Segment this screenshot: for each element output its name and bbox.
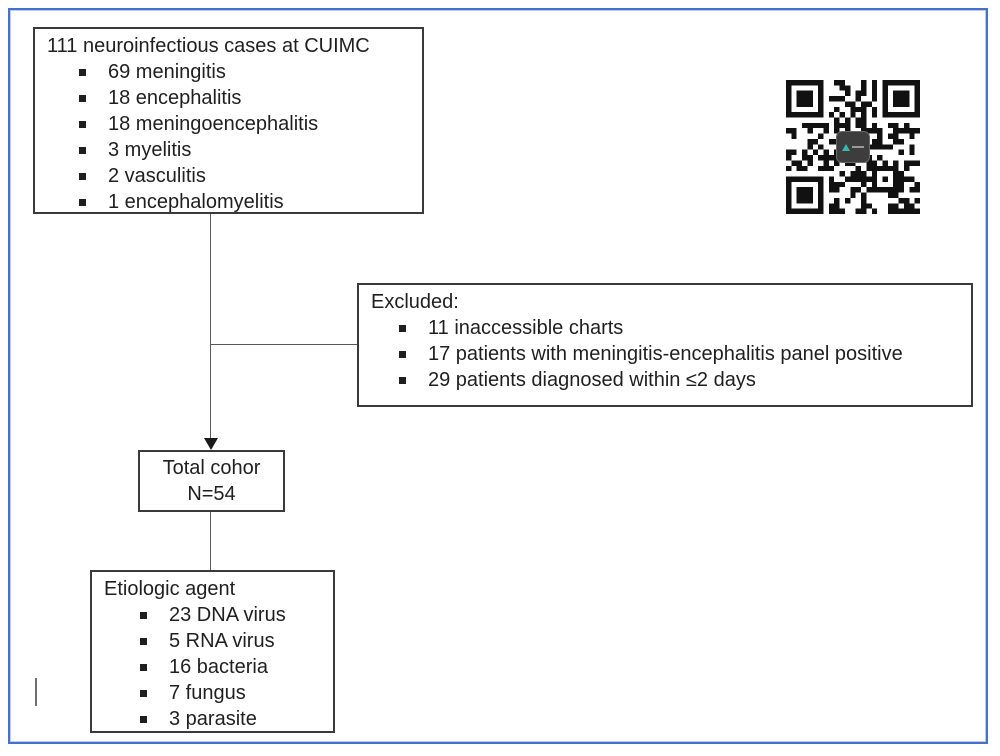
etiologic-box-list	[92, 602, 333, 732]
qr-code	[786, 80, 920, 214]
bullet-icon	[79, 199, 86, 206]
list-item-text: 17 patients with meningitis-encephalitis panel positive	[428, 343, 903, 365]
cases-box-list	[35, 59, 422, 215]
excluded-box-title: Excluded:	[371, 291, 459, 313]
list-item	[92, 602, 333, 628]
list-item	[35, 189, 422, 215]
list-item-text: 18 encephalitis	[108, 87, 242, 109]
bullet-icon	[79, 147, 86, 154]
cases-box	[33, 27, 424, 214]
list-item-text: 3 parasite	[169, 708, 257, 730]
list-item-text: 23 DNA virus	[169, 604, 286, 626]
bullet-icon	[399, 325, 406, 332]
qr-logo-text-placeholder	[852, 146, 864, 148]
bullet-icon	[79, 121, 86, 128]
connector-total-to-etiologic	[210, 512, 211, 570]
etiologic-box	[90, 570, 335, 733]
list-item	[92, 628, 333, 654]
list-item	[35, 85, 422, 111]
bullet-icon	[79, 69, 86, 76]
connector-branch-to-excluded	[211, 344, 357, 345]
qr-logo-mark-icon	[842, 144, 850, 151]
arrowhead-down-icon	[204, 438, 218, 450]
total-cohort-line1: Total cohor	[162, 457, 261, 479]
bullet-icon	[79, 95, 86, 102]
list-item	[35, 137, 422, 163]
cases-box-title: 111 neuroinfectious cases at CUIMC	[47, 35, 370, 57]
list-item-text: 3 myelitis	[108, 139, 192, 161]
list-item-text: 16 bacteria	[169, 656, 268, 678]
list-item	[35, 163, 422, 189]
etiologic-box-title: Etiologic agent	[104, 578, 236, 600]
bullet-icon	[140, 690, 147, 697]
bullet-icon	[140, 716, 147, 723]
list-item	[359, 341, 971, 367]
total-cohort-line2: N=54	[187, 483, 236, 505]
qr-logo	[836, 131, 870, 163]
list-item-text: 18 meningoencephalitis	[108, 113, 319, 135]
excluded-box-list	[359, 315, 971, 393]
excluded-box	[357, 283, 973, 407]
list-item	[359, 367, 971, 393]
list-item-text: 7 fungus	[169, 682, 246, 704]
connector-cases-to-total	[210, 214, 211, 440]
list-item	[92, 680, 333, 706]
total-cohort-box	[138, 450, 285, 512]
list-item	[35, 59, 422, 85]
list-item-text: 69 meningitis	[108, 61, 226, 83]
list-item	[359, 315, 971, 341]
list-item-text: 2 vasculitis	[108, 165, 206, 187]
list-item-text: 5 RNA virus	[169, 630, 275, 652]
bullet-icon	[140, 638, 147, 645]
bullet-icon	[140, 664, 147, 671]
bullet-icon	[79, 173, 86, 180]
list-item	[92, 706, 333, 732]
text-cursor	[35, 678, 37, 706]
list-item-text: 1 encephalomyelitis	[108, 191, 284, 213]
list-item	[92, 654, 333, 680]
list-item-text: 29 patients diagnosed within ≤2 days	[428, 369, 756, 391]
list-item-text: 11 inaccessible charts	[428, 317, 624, 339]
bullet-icon	[140, 612, 147, 619]
bullet-icon	[399, 377, 406, 384]
bullet-icon	[399, 351, 406, 358]
list-item	[35, 111, 422, 137]
